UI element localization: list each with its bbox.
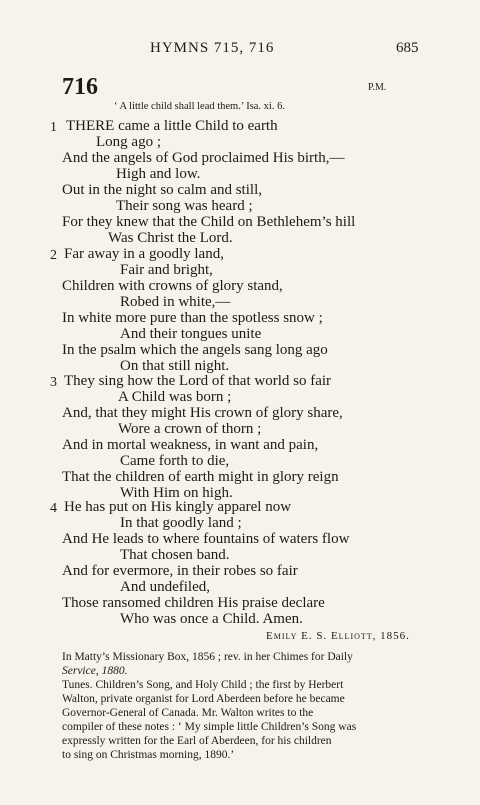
- running-head: HYMNS 715, 716: [150, 40, 275, 56]
- verse-line: That the children of earth might in glory reign: [62, 469, 339, 485]
- verse-line: Far away in a goodly land,: [64, 246, 224, 262]
- verse-line: That chosen band.: [120, 547, 230, 563]
- verse-line: Came forth to die,: [120, 453, 230, 469]
- note-line: Governor-General of Canada. Mr. Walton writes to the: [62, 707, 314, 719]
- note-line: expressly written for the Earl of Aberdeen, for his children: [62, 735, 332, 747]
- note-line: Tunes. Children’s Song, and Holy Child ; the first by Herbert: [62, 679, 344, 691]
- verse-line: And, that they might His crown of glory share,: [62, 405, 343, 421]
- verse-line: With Him on high.: [120, 485, 233, 501]
- verse-line: Long ago ;: [96, 134, 161, 150]
- epigraph: ‘ A little child shall lead them.’ Isa. xi. 6.: [114, 101, 285, 112]
- stanza-number: 3: [50, 375, 57, 390]
- stanza-number: 2: [50, 248, 57, 263]
- verse-line: And their tongues unite: [120, 326, 262, 342]
- verse-line: And undefiled,: [120, 579, 210, 595]
- page-header: [0, 40, 480, 60]
- stanza-number: 1: [50, 120, 57, 135]
- verse-line: Who was once a Child. Amen.: [120, 611, 303, 627]
- verse-line: For they knew that the Child on Bethlehem’s hill: [62, 214, 356, 230]
- verse-line: And for evermore, in their robes so fair: [62, 563, 298, 579]
- verse-line: In white more pure than the spotless snow ;: [62, 310, 323, 326]
- hymn-meter: P.M.: [368, 82, 387, 93]
- verse-line: And in mortal weakness, in want and pain,: [62, 437, 319, 453]
- verse-line: THERE came a little Child to earth: [66, 118, 278, 134]
- verse-line: Fair and bright,: [120, 262, 213, 278]
- verse-line: In that goodly land ;: [120, 515, 242, 531]
- verse-line: Out in the night so calm and still,: [62, 182, 262, 198]
- verse-line: On that still night.: [120, 358, 230, 374]
- note-line: Service, 1880.: [62, 665, 128, 677]
- verse-line: Their song was heard ;: [116, 198, 253, 214]
- verse-line: Was Christ the Lord.: [108, 230, 233, 246]
- note-line: compiler of these notes : ‘ My simple little Children’s Song was: [62, 721, 357, 733]
- page-number: 685: [396, 40, 419, 56]
- verse-line: And the angels of God proclaimed His birth,—: [62, 150, 345, 166]
- note-line: Walton, private organist for Lord Aberdeen before he became: [62, 693, 345, 705]
- author-attribution: Emily E. S. Elliott, 1856.: [266, 630, 410, 642]
- verse-line: He has put on His kingly apparel now: [64, 499, 292, 515]
- verse-line: Those ransomed children His praise declare: [62, 595, 325, 611]
- verse-line: They sing how the Lord of that world so fair: [64, 373, 332, 389]
- note-line: to sing on Christmas morning, 1890.’: [62, 749, 235, 761]
- note-line: In Matty’s Missionary Box, 1856 ; rev. in her Chimes for Daily: [62, 651, 353, 663]
- verse-line: And He leads to where fountains of waters flow: [62, 531, 350, 547]
- verse-line: High and low.: [116, 166, 201, 182]
- verse-line: A Child was born ;: [118, 389, 232, 405]
- verse-line: Wore a crown of thorn ;: [118, 421, 262, 437]
- verse-line: Robed in white,—: [120, 294, 231, 310]
- stanza-number: 4: [50, 501, 57, 516]
- hymn-number: 716: [62, 74, 98, 100]
- verse-line: In the psalm which the angels sang long ago: [62, 342, 328, 358]
- verse-line: Children with crowns of glory stand,: [62, 278, 283, 294]
- hymn-notes: [62, 650, 422, 762]
